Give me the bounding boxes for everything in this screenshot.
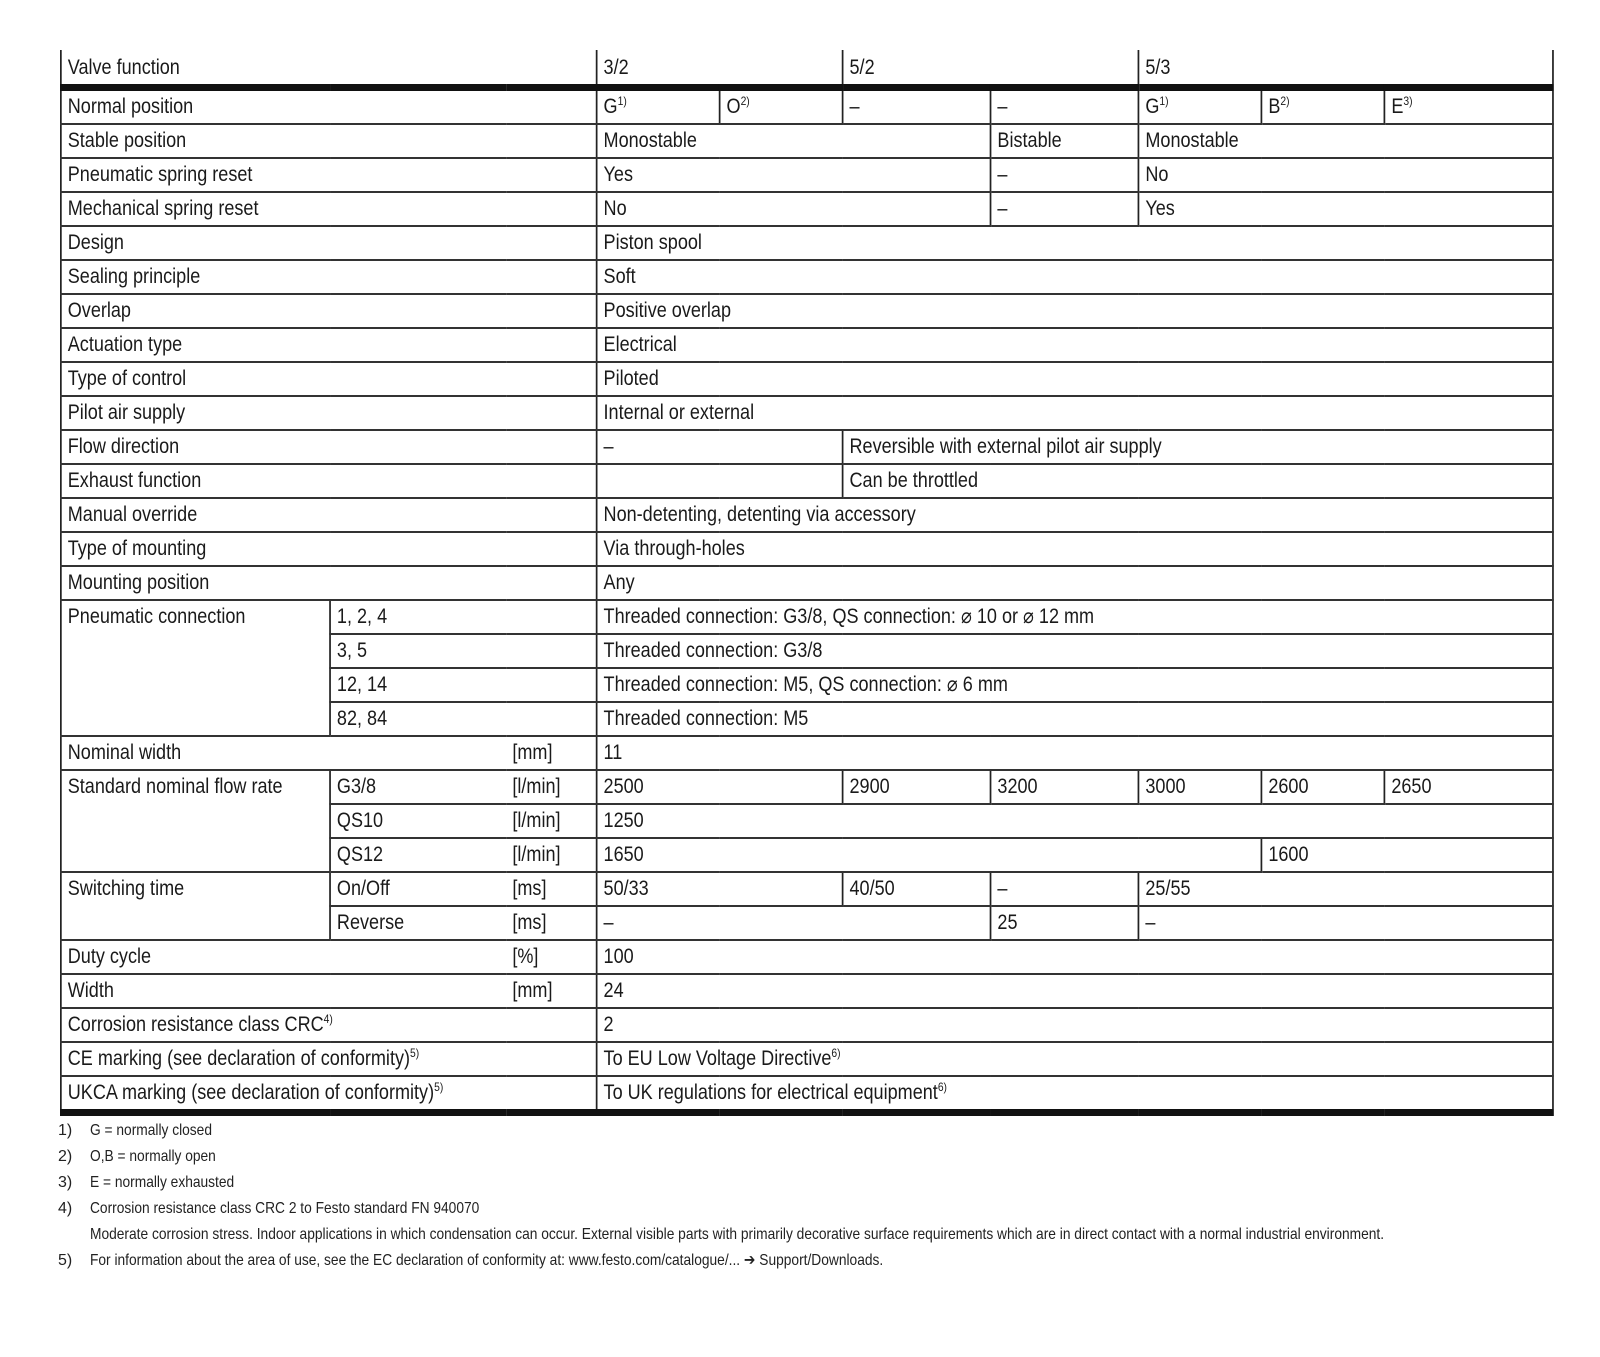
row-label: Sealing principle xyxy=(61,260,597,294)
footnote-ref: 4) xyxy=(323,1012,333,1026)
unit-label: [l/min] xyxy=(506,804,596,838)
cell: Soft xyxy=(597,260,1553,294)
cell: 2900 xyxy=(843,770,991,804)
cell-text: O xyxy=(726,95,741,118)
cell: 100 xyxy=(597,940,1553,974)
table-row xyxy=(61,260,1553,294)
spec-sheet xyxy=(60,50,1552,1116)
table-row xyxy=(61,430,1553,464)
table-row xyxy=(61,124,1553,158)
table-row xyxy=(61,464,1553,498)
header-5-2: 5/2 xyxy=(843,50,1139,88)
footnote-ref: 6) xyxy=(937,1080,947,1094)
cell-text: To UK regulations for electrical equipment xyxy=(603,1081,938,1104)
footnote-number: 1) xyxy=(58,1122,73,1139)
cell: – xyxy=(597,430,843,464)
table-row xyxy=(61,1076,1553,1113)
cell: 40/50 xyxy=(843,872,991,906)
footnote-ref: 1) xyxy=(1159,94,1169,108)
footnote-text: Corrosion resistance class CRC 2 to Festo standard FN 940070 xyxy=(90,1200,480,1217)
row-label: Pneumatic spring reset xyxy=(61,158,597,192)
valve-spec-table xyxy=(60,50,1554,1116)
footnote-ref: 1) xyxy=(617,94,627,108)
table-row xyxy=(61,294,1553,328)
row-label: Manual override xyxy=(61,498,597,532)
cell: Positive overlap xyxy=(597,294,1553,328)
row-label-text: CE marking (see declaration of conformity) xyxy=(67,1047,411,1070)
cell: 25/55 xyxy=(1138,872,1553,906)
footnote-ref: 6) xyxy=(831,1046,841,1060)
row-label: Duty cycle xyxy=(61,940,506,974)
footnote-ref: 3) xyxy=(1403,94,1413,108)
row-label: Nominal width xyxy=(61,736,506,770)
cell: 1600 xyxy=(1261,838,1553,872)
port-label: 12, 14 xyxy=(330,668,597,702)
row-label xyxy=(61,1042,597,1076)
table-row xyxy=(61,940,1553,974)
cell: 3000 xyxy=(1138,770,1261,804)
cell: – xyxy=(991,872,1139,906)
footnote-text: G = normally closed xyxy=(90,1122,212,1139)
cell: 50/33 xyxy=(597,872,843,906)
cell: 2 xyxy=(597,1008,1553,1042)
cell xyxy=(1261,88,1384,125)
table-row xyxy=(61,226,1553,260)
row-label-text: UKCA marking (see declaration of conformity) xyxy=(67,1081,435,1104)
table-row xyxy=(61,532,1553,566)
cell-text: To EU Low Voltage Directive xyxy=(603,1047,832,1070)
row-label: Type of control xyxy=(61,362,597,396)
header-3-2: 3/2 xyxy=(597,50,843,88)
cell: 25 xyxy=(991,906,1139,940)
cell-text: G xyxy=(603,95,618,118)
row-label: Mounting position xyxy=(61,566,597,600)
sub-label: G3/8 xyxy=(330,770,506,804)
unit-label: [l/min] xyxy=(506,770,596,804)
row-label: Switching time xyxy=(61,872,330,940)
cell: No xyxy=(597,192,991,226)
cell: Electrical xyxy=(597,328,1553,362)
cell: – xyxy=(991,158,1139,192)
table-row xyxy=(61,872,1553,906)
footnote-text: O,B = normally open xyxy=(90,1148,216,1165)
footnote-ref: 5) xyxy=(434,1080,444,1094)
cell: Threaded connection: G3/8 xyxy=(597,634,1553,668)
row-label: Pilot air supply xyxy=(61,396,597,430)
cell xyxy=(597,1042,1553,1076)
cell xyxy=(597,1076,1553,1113)
cell xyxy=(720,88,843,125)
row-label: Design xyxy=(61,226,597,260)
table-row xyxy=(61,1008,1553,1042)
row-label: Stable position xyxy=(61,124,597,158)
cell: 2600 xyxy=(1261,770,1384,804)
table-row xyxy=(61,1042,1553,1076)
footnote-number: 5) xyxy=(58,1252,73,1269)
unit-label: [mm] xyxy=(506,736,596,770)
footnote-number: 3) xyxy=(58,1174,73,1191)
cell: Monostable xyxy=(1138,124,1553,158)
cell: Reversible with external pilot air supply xyxy=(843,430,1553,464)
footnote-ref: 2) xyxy=(740,94,750,108)
cell: Piston spool xyxy=(597,226,1553,260)
port-label: 82, 84 xyxy=(330,702,597,736)
cell: 1650 xyxy=(597,838,1262,872)
sub-label: QS10 xyxy=(330,804,506,838)
row-label: Width xyxy=(61,974,506,1008)
sub-label: QS12 xyxy=(330,838,506,872)
cell: Threaded connection: M5, QS connection: ⌀ 6 mm xyxy=(597,668,1553,702)
valve-function-label: Valve function xyxy=(61,50,597,88)
cell: 2650 xyxy=(1384,770,1553,804)
port-label: 3, 5 xyxy=(330,634,597,668)
unit-label: [mm] xyxy=(506,974,596,1008)
port-label: 1, 2, 4 xyxy=(330,600,597,634)
cell: No xyxy=(1138,158,1553,192)
cell: 3200 xyxy=(991,770,1139,804)
row-label: Mechanical spring reset xyxy=(61,192,597,226)
cell: 1250 xyxy=(597,804,1553,838)
cell-text: E xyxy=(1391,95,1404,118)
cell: Threaded connection: M5 xyxy=(597,702,1553,736)
cell: Via through-holes xyxy=(597,532,1553,566)
table-row xyxy=(61,158,1553,192)
cell: Internal or external xyxy=(597,396,1553,430)
cell: – xyxy=(991,88,1139,125)
row-label: Normal position xyxy=(61,88,597,125)
cell: Any xyxy=(597,566,1553,600)
cell: Piloted xyxy=(597,362,1553,396)
row-label: Standard nominal flow rate xyxy=(61,770,330,872)
table-row xyxy=(61,566,1553,600)
cell xyxy=(597,464,843,498)
cell xyxy=(597,88,720,125)
table-row xyxy=(61,600,1553,634)
cell: Threaded connection: G3/8, QS connection: ⌀ 10 or ⌀ 12 mm xyxy=(597,600,1553,634)
cell: Can be throttled xyxy=(843,464,1553,498)
cell-text: B xyxy=(1268,95,1281,118)
cell: 2500 xyxy=(597,770,843,804)
row-label: Overlap xyxy=(61,294,597,328)
sub-label: On/Off xyxy=(330,872,506,906)
cell: Yes xyxy=(1138,192,1553,226)
row-label xyxy=(61,1076,597,1113)
footnote-ref: 5) xyxy=(410,1046,420,1060)
cell xyxy=(1138,88,1261,125)
footnote-text: For information about the area of use, see the EC declaration of conformity at: www.festo.com/catalogue/... ➔ Support/Downloads. xyxy=(90,1252,884,1269)
row-label-text: Corrosion resistance class CRC xyxy=(67,1013,324,1036)
table-row xyxy=(61,88,1553,125)
row-label: Type of mounting xyxy=(61,532,597,566)
footnote-number: 2) xyxy=(58,1148,73,1165)
unit-label: [%] xyxy=(506,940,596,974)
footnote-ref: 2) xyxy=(1280,94,1290,108)
cell: – xyxy=(843,88,991,125)
cell: – xyxy=(597,906,991,940)
table-row xyxy=(61,328,1553,362)
unit-label: [ms] xyxy=(506,906,596,940)
cell: Non-detenting, detenting via accessory xyxy=(597,498,1553,532)
header-5-3: 5/3 xyxy=(1138,50,1553,88)
footnote-text: Moderate corrosion stress. Indoor applications in which condensation can occur. External visible parts with primarily decorative surface requirements which are in direct contact with a normal industrial environment. xyxy=(90,1226,1385,1243)
table-row xyxy=(61,396,1553,430)
row-label xyxy=(61,1008,597,1042)
table-row xyxy=(61,498,1553,532)
cell-text: G xyxy=(1145,95,1160,118)
footnote-text: E = normally exhausted xyxy=(90,1174,235,1191)
table-row xyxy=(61,362,1553,396)
header-row xyxy=(61,50,1553,88)
table-row xyxy=(61,974,1553,1008)
table-row xyxy=(61,770,1553,804)
row-label: Pneumatic connection xyxy=(61,600,330,736)
cell: – xyxy=(991,192,1139,226)
table-row xyxy=(61,736,1553,770)
unit-label: [ms] xyxy=(506,872,596,906)
cell xyxy=(1384,88,1553,125)
row-label: Flow direction xyxy=(61,430,597,464)
cell: Yes xyxy=(597,158,991,192)
table-row xyxy=(61,192,1553,226)
cell: Monostable xyxy=(597,124,991,158)
sub-label: Reverse xyxy=(330,906,506,940)
row-label: Exhaust function xyxy=(61,464,597,498)
footnote-number: 4) xyxy=(58,1200,73,1217)
row-label: Actuation type xyxy=(61,328,597,362)
cell: Bistable xyxy=(991,124,1139,158)
cell: 11 xyxy=(597,736,1553,770)
cell: 24 xyxy=(597,974,1553,1008)
unit-label: [l/min] xyxy=(506,838,596,872)
cell: – xyxy=(1138,906,1553,940)
